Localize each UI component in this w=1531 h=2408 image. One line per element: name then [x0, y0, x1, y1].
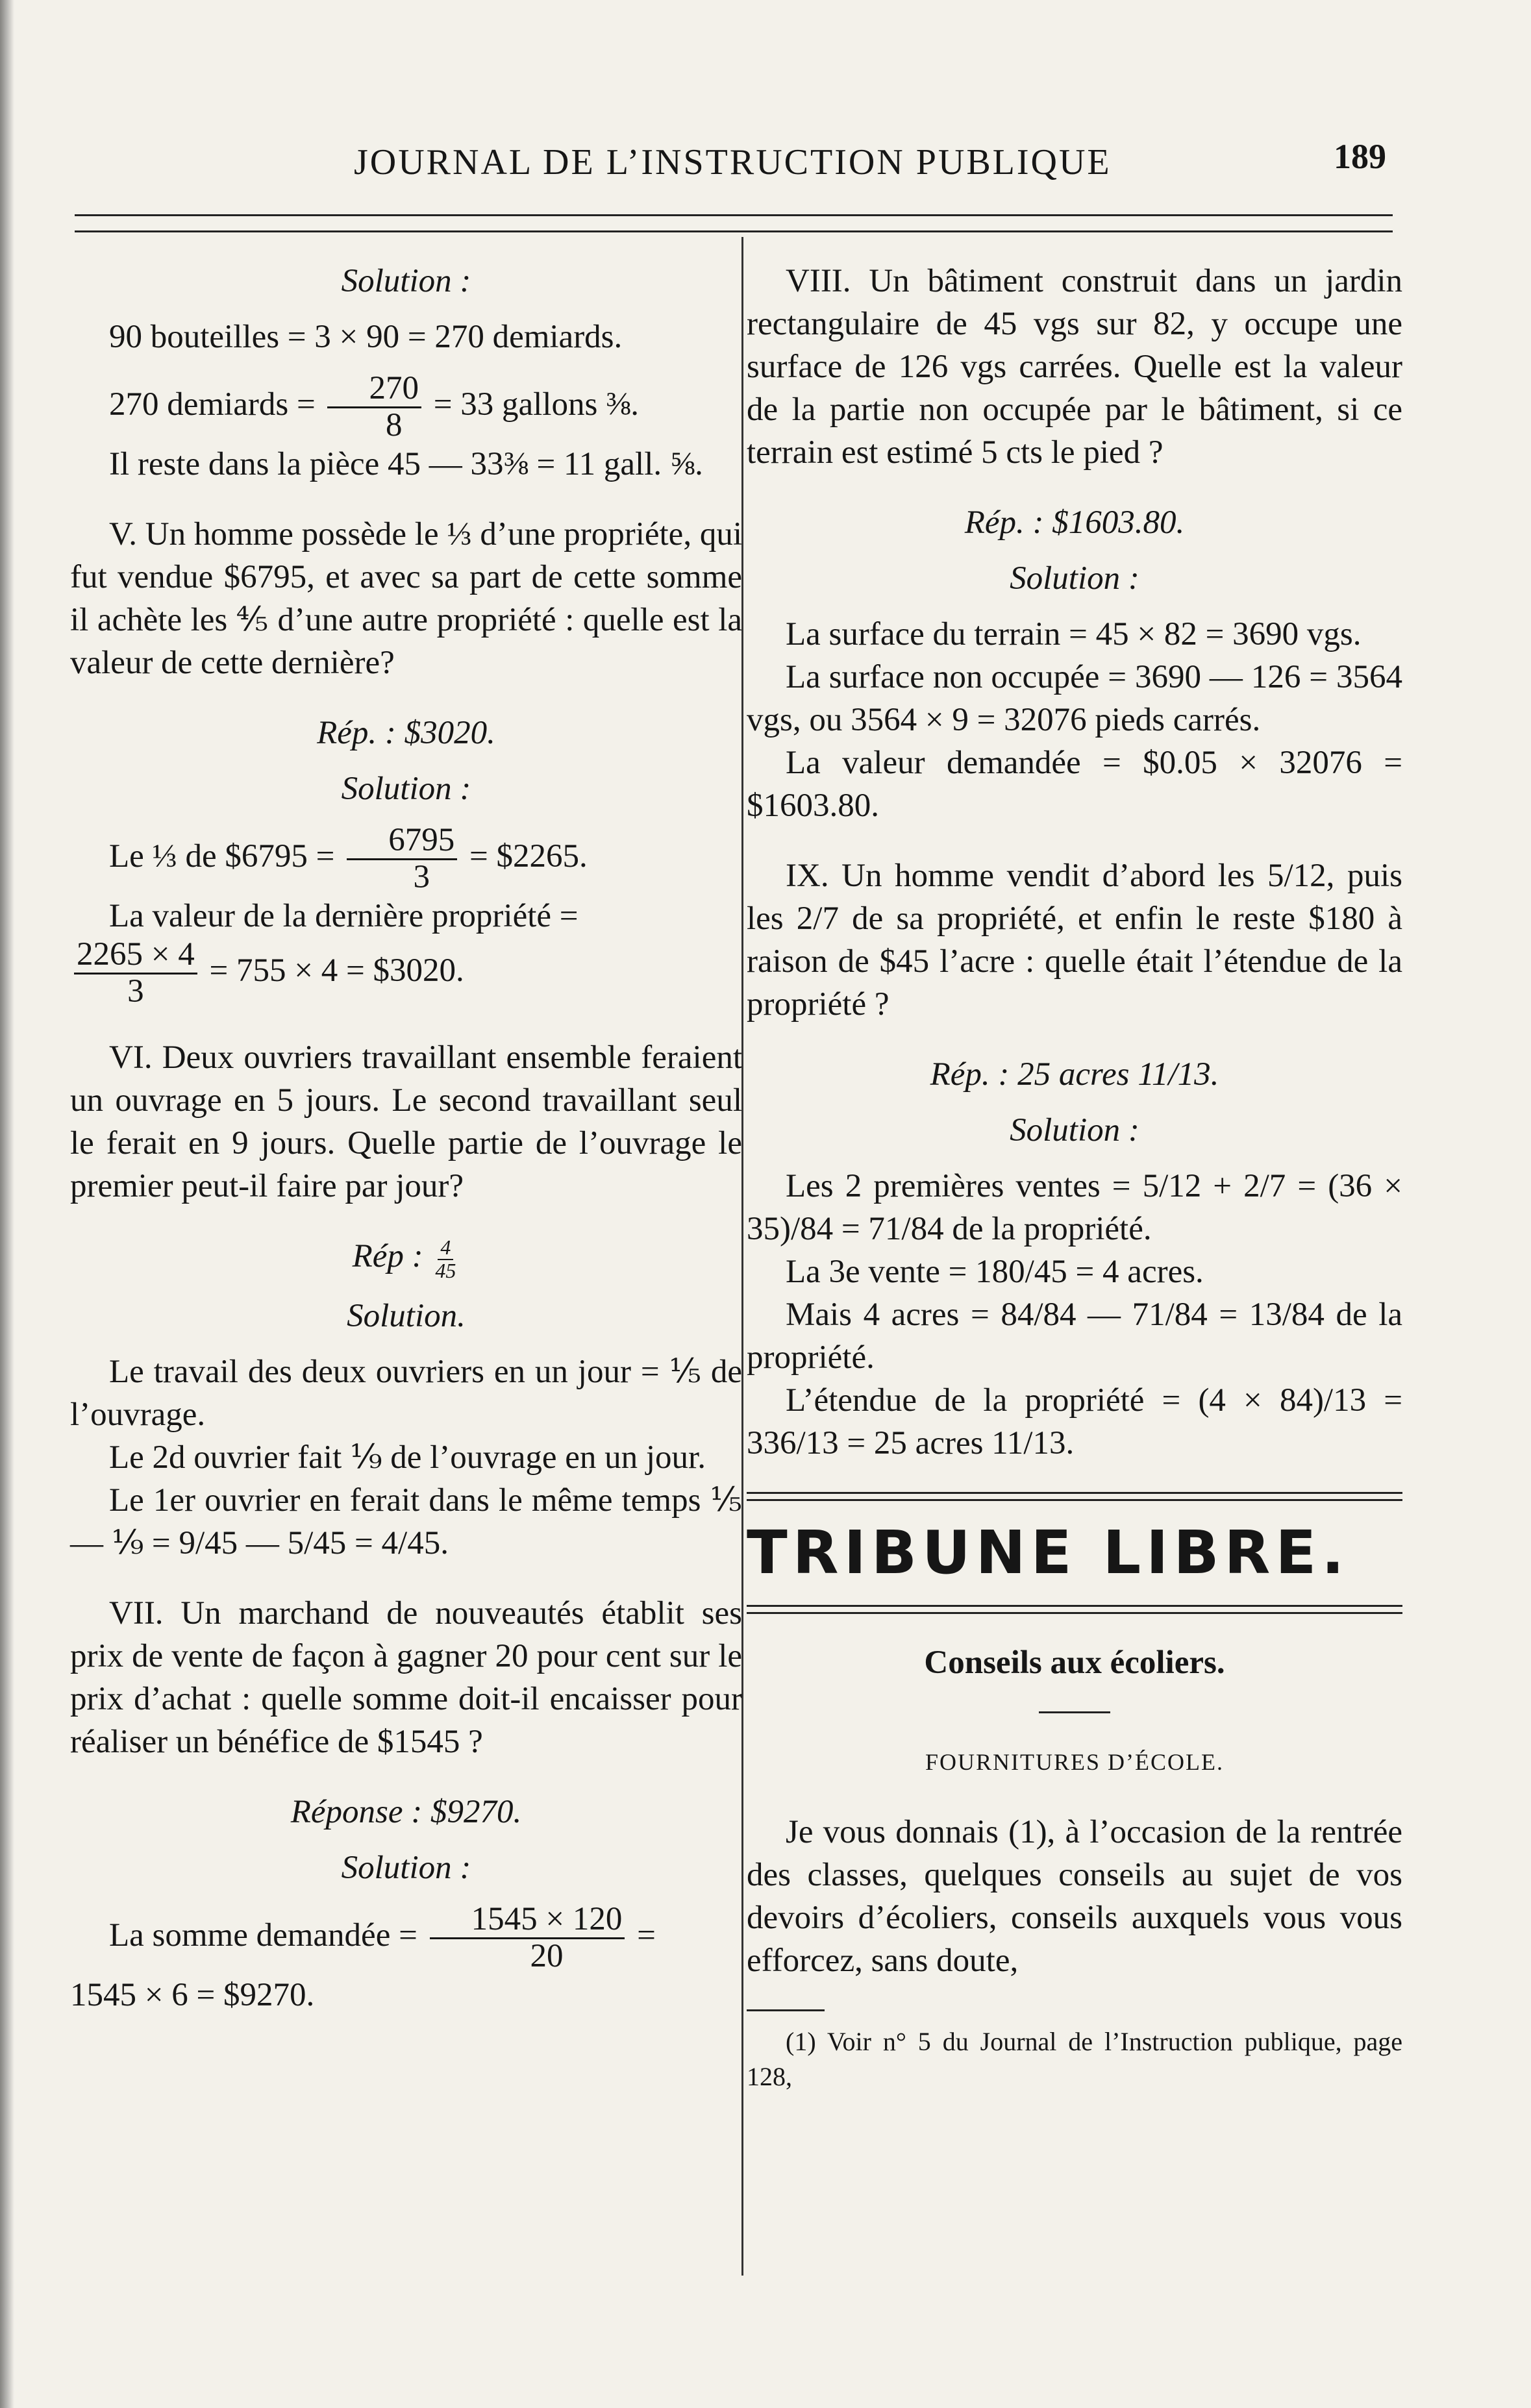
section-subtitle: FOURNITURES D’ÉCOLE.	[925, 1749, 1224, 1775]
answer-v: Rép. : $3020.	[317, 715, 495, 752]
header-rule-bottom	[75, 230, 1393, 232]
solution-line: Le 1er ouvrier en ferait dans le même temps ⅕ — ⅑ = 9/45 — 5/45 = 4/45.	[70, 1482, 742, 1562]
expr-text: = 755 × 4 = $3020.	[209, 952, 464, 989]
solution-line: L’étendue de la propriété = (4 × 84)/13 = 336/13 = 25 acres 11/13.	[747, 1382, 1402, 1461]
solution-line: Les 2 premières ventes = 5/12 + 2/7 = (36 × 35)/84 = 71/84 de la propriété.	[747, 1168, 1402, 1247]
solution-line: Le 2d ouvrier fait ⅑ de l’ouvrage en un jour.	[109, 1439, 706, 1476]
answer-vii: Réponse : $9270.	[290, 1794, 522, 1831]
fraction-denominator: 3	[127, 973, 144, 1010]
article-body: Je vous donnais (1), à l’occasion de la rentrée des classes, quelques conseils au sujet de vos devoirs d’écoliers, conseils auxquels vous vous efforcez, sans doute,	[747, 1814, 1402, 1979]
expr-text: =	[637, 1917, 656, 1954]
expr-text: La somme demandée =	[109, 1917, 417, 1954]
solution-heading: Solution :	[1010, 560, 1139, 597]
answer-label: Rép :	[352, 1238, 423, 1275]
fraction	[327, 371, 421, 443]
solution-line: La valeur demandée = $0.05 × 32076 = $1603.80.	[747, 745, 1402, 824]
solution-line: 90 bouteilles = 3 × 90 = 270 demiards.	[109, 319, 623, 355]
right-column	[747, 260, 1402, 2094]
expr-text: 270 demiards =	[109, 386, 316, 423]
solution-line: Mais 4 acres = 84/84 — 71/84 = 13/84 de la propriété.	[747, 1297, 1402, 1376]
scan-edge-shadow	[0, 0, 14, 2408]
solution-heading: Solution :	[341, 771, 471, 808]
solution-heading: Solution :	[1010, 1112, 1139, 1148]
answer-vi	[70, 1235, 742, 1282]
solution-line: La surface non occupée = 3690 — 126 = 3564 vgs, ou 3564 × 9 = 32076 pieds carrés.	[747, 659, 1402, 738]
solution-line: Le travail des deux ouvriers en un jour = ⅕ de l’ouvrage.	[70, 1354, 742, 1434]
solution-line	[70, 1902, 742, 1974]
solution-line: La surface du terrain = 45 × 82 = 3690 vgs.	[786, 616, 1362, 652]
solution-line	[70, 823, 742, 895]
answer-viii: Rép. : $1603.80.	[964, 504, 1185, 541]
footnote: (1) Voir n° 5 du Journal de l’Instruction publique, page 128,	[747, 2027, 1402, 2091]
section-rule	[747, 1605, 1402, 1614]
solution-line: La 3e vente = 180/45 = 4 acres.	[786, 1254, 1204, 1290]
header-rule-top	[75, 214, 1393, 216]
problem-viii: VIII. Un bâtiment construit dans un jardin rectangulaire de 45 vgs sur 82, y occupe une surface de 126 vgs carrées. Quelle est la valeur de la partie non occupée par le bâtiment, si ce terrain est estimé 5 cts le pied ?	[747, 263, 1402, 471]
fraction-numerator: 270	[327, 371, 421, 408]
expr-text: = $2265.	[469, 838, 588, 875]
fraction	[347, 823, 457, 895]
problem-ix: IX. Un homme vendit d’abord les 5/12, puis les 2/7 de sa propriété, et enfin le reste $180 à raison de $45 l’acre : quelle était l’étendue de la propriété ?	[747, 858, 1402, 1023]
solution-line	[70, 371, 742, 443]
solution-line: La valeur de la dernière propriété =	[109, 898, 579, 935]
page-number: 189	[1334, 137, 1386, 176]
article-title: Conseils aux écoliers.	[924, 1645, 1225, 1681]
section-rule	[747, 1492, 1402, 1501]
solution-line: Il reste dans la pièce 45 — 33⅜ = 11 gall. ⅝.	[109, 446, 703, 483]
problem-vi: VI. Deux ouvriers travaillant ensemble feraient un ouvrage en 5 jours. Le second travaillant seul le ferait en 9 jours. Quelle partie de l’ouvrage le premier peut-il faire par jour?	[70, 1039, 742, 1205]
fraction-denominator: 20	[530, 1937, 564, 1974]
section-title-tribune: TRIBUNE LIBRE.	[747, 1518, 1350, 1587]
left-column	[70, 260, 742, 2017]
fraction-denominator: 45	[435, 1258, 456, 1282]
running-header	[75, 136, 1393, 188]
solution-heading: Solution.	[347, 1298, 466, 1335]
solution-line: 1545 × 6 = $9270.	[70, 1977, 315, 2014]
solution-line	[70, 937, 742, 1009]
fraction	[435, 1237, 456, 1282]
problem-vii: VII. Un marchand de nouveautés établit ses prix de vente de façon à gagner 20 pour cent sur le prix d’achat : quelle somme doit-il encaisser pour réaliser un bénéfice de $1545 ?	[70, 1595, 742, 1761]
fraction-numerator: 1545 × 120	[430, 1902, 625, 1939]
fraction-denominator: 8	[385, 406, 403, 443]
expr-text: = 33 gallons ⅜.	[433, 386, 640, 423]
fraction	[74, 937, 197, 1009]
fraction-numerator: 2265 × 4	[74, 937, 197, 974]
expr-text: Le ⅓ de $6795 =	[109, 838, 335, 875]
solution-heading: Solution :	[341, 1850, 471, 1887]
answer-ix: Rép. : 25 acres 11/13.	[930, 1056, 1219, 1093]
fraction	[430, 1902, 625, 1974]
fraction-numerator: 6795	[347, 823, 457, 860]
problem-v: V. Un homme possède le ⅓ d’une propriéte, qui fut vendue $6795, et avec sa part de cette somme il achète les ⅘ d’une autre propriété : quelle est la valeur de cette dernière?	[70, 516, 742, 682]
fraction-denominator: 3	[413, 858, 430, 895]
journal-title: JOURNAL DE L’INSTRUCTION PUBLIQUE	[354, 142, 1112, 182]
solution-heading: Solution :	[341, 263, 471, 299]
fraction-numerator: 4	[438, 1237, 453, 1260]
